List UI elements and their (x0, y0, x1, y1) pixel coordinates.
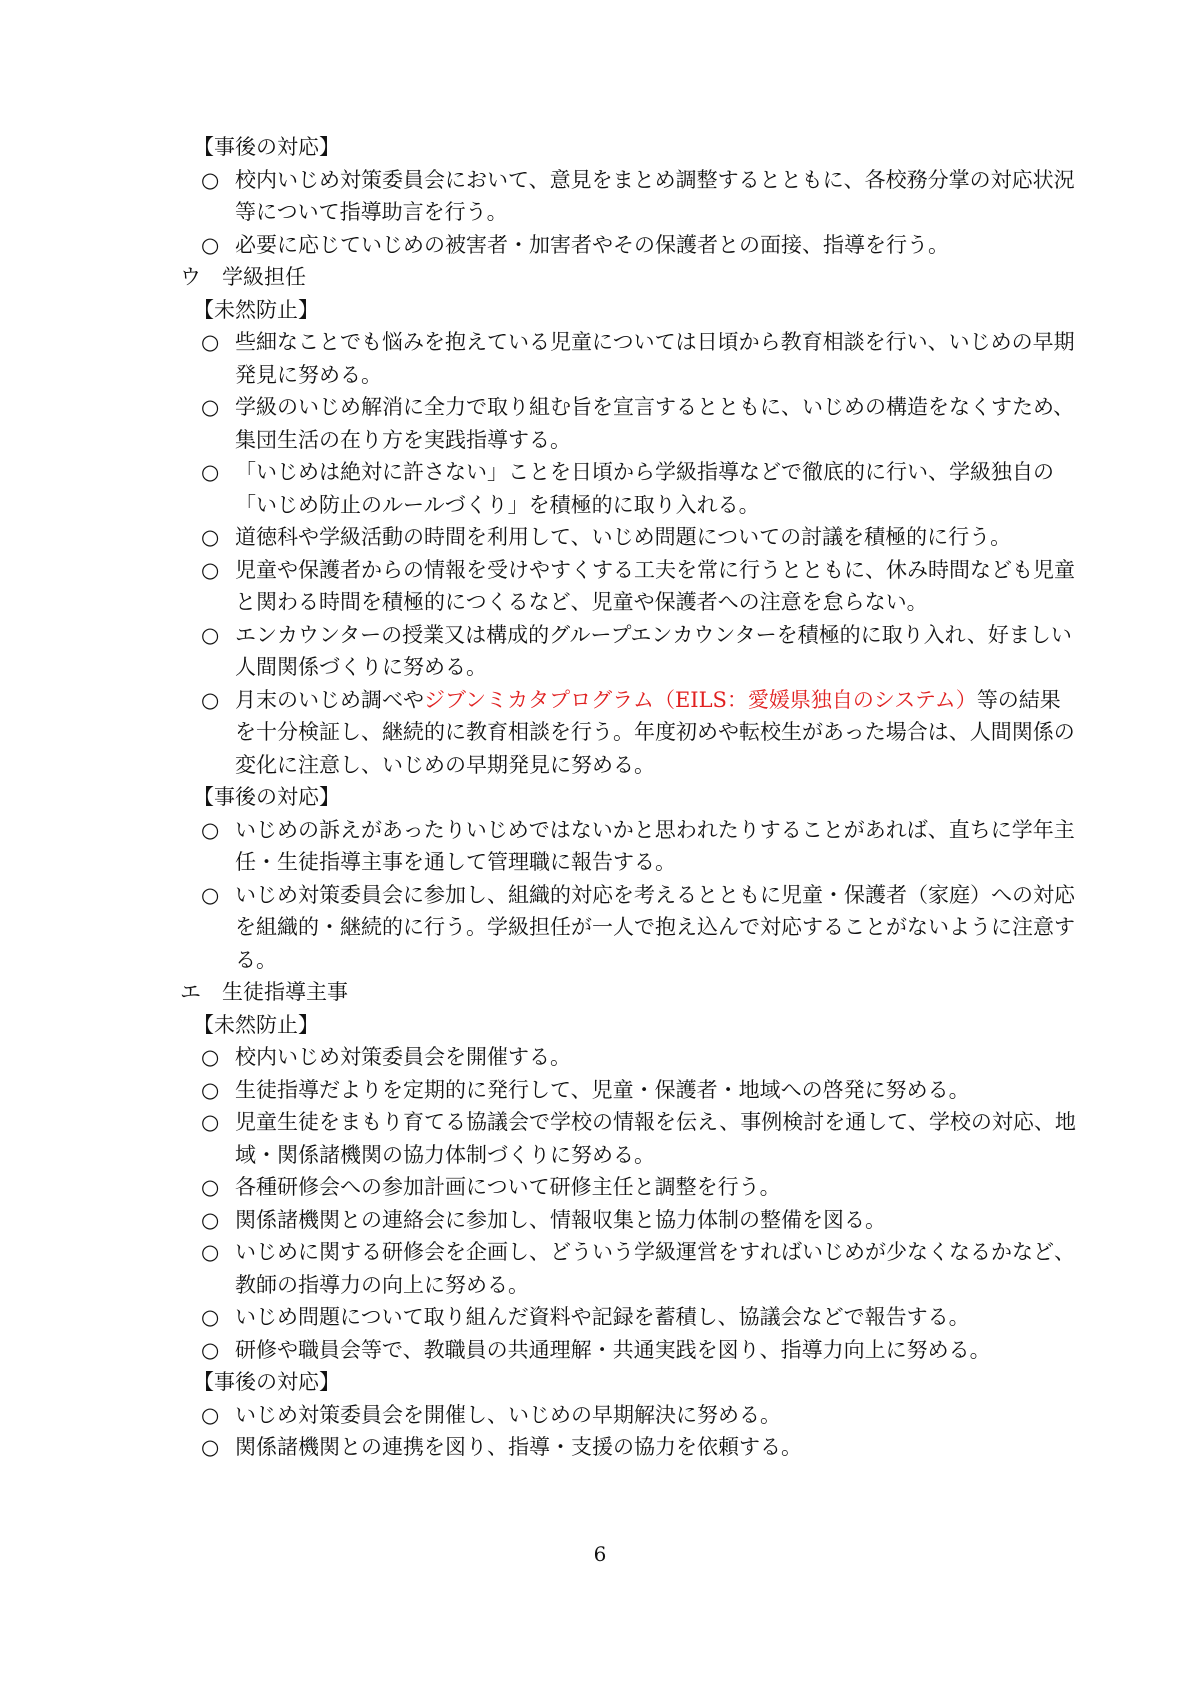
subhead-after-response: 【事後の対応】 (193, 135, 340, 159)
circle-bullet-icon: ○ (201, 232, 220, 257)
circle-bullet-icon: ○ (201, 525, 220, 549)
page-number: 6 (593, 1542, 607, 1566)
circle-bullet-icon: ○ (201, 1110, 220, 1134)
list-item: ○ いじめ対策委員会を開催し、いじめの早期解決に努める。 (194, 1399, 1078, 1432)
list-item: ○ 些細なことでも悩みを抱えている児童については日頃から教育相談を行い、いじめの早期発見に努める。 (194, 326, 1078, 391)
list-item: ○ 生徒指導だよりを定期的に発行して、児童・保護者・地域への啓発に努める。 (194, 1074, 1078, 1107)
circle-bullet-icon: ○ (201, 330, 220, 354)
list-item: ○ 児童生徒をまもり育てる協議会で学校の情報を伝え、事例検討を通して、学校の対応、地域・関係諸機関の協力体制づくりに努める。 (194, 1106, 1078, 1171)
list-item: ○ 研修や職員会等で、教職員の共通理解・共通実践を図り、指導力向上に努める。 (194, 1334, 1078, 1367)
subhead-prevention: 【未然防止】 (193, 297, 319, 322)
list-item: ○ 道徳科や学級活動の時間を利用して、いじめ問題についての討議を積極的に行う。 (194, 521, 1078, 554)
circle-bullet-icon: ○ (201, 1402, 220, 1427)
circle-bullet-icon: ○ (201, 395, 220, 419)
circle-bullet-icon: ○ (201, 1045, 220, 1069)
program-name-highlight: ジブンミカタプログラム（EILS：愛媛県独自のシステム） (424, 687, 977, 712)
list-item: ○ 学級のいじめ解消に全力で取り組む旨を宣言するとともに、いじめの構造をなくすため、集団生活の在り方を実践指導する。 (194, 391, 1078, 456)
list-item: ○ いじめの訴えがあったりいじめではないかと思われたりすることがあれば、直ちに学年主任・生徒指導主事を通して管理職に報告する。 (194, 814, 1078, 879)
list-item: ○ 校内いじめ対策委員会において、意見をまとめ調整するとともに、各校務分掌の対応状況等について指導助言を行う。 (194, 164, 1078, 229)
circle-bullet-icon: ○ (201, 460, 220, 484)
list-item: ○ いじめに関する研修会を企画し、どういう学級運営をすればいじめが少なくなるかなど、教師の指導力の向上に努める。 (194, 1236, 1078, 1301)
circle-bullet-icon: ○ (201, 1207, 220, 1232)
circle-bullet-icon: ○ (201, 1240, 220, 1264)
circle-bullet-icon: ○ (201, 1175, 220, 1199)
circle-bullet-icon: ○ (201, 1337, 220, 1362)
circle-bullet-icon: ○ (201, 167, 220, 192)
circle-bullet-icon: ○ (201, 817, 220, 842)
list-item-eils: ○ 月末のいじめ調べやジブンミカタプログラム（EILS：愛媛県独自のシステム）等の結果を十分検証し、継続的に教育相談を行う。年度初めや転校生があった場合は、人間関係の変化に注意し、いじめの早期発見に努める。 (194, 684, 1078, 782)
list-item: ○ 必要に応じていじめの被害者・加害者やその保護者との面接、指導を行う。 (194, 229, 1078, 262)
list-item: ○ 児童や保護者からの情報を受けやすくする工夫を常に行うとともに、休み時間なども児童と関わる時間を積極的につくるなど、児童や保護者への注意を怠らない。 (194, 554, 1078, 619)
circle-bullet-icon: ○ (201, 1077, 220, 1102)
list-item: ○ エンカウンターの授業又は構成的グループエンカウンターを積極的に取り入れ、好ましい人間関係づくりに努める。 (194, 619, 1078, 684)
subhead-prevention: 【未然防止】 (193, 1012, 319, 1037)
circle-bullet-icon: ○ (201, 1435, 220, 1459)
circle-bullet-icon: ○ (201, 622, 220, 647)
section-heading-student-guidance: エ 生徒指導主事 (180, 980, 348, 1004)
list-item: ○ 関係諸機関との連携を図り、指導・支援の協力を依頼する。 (194, 1431, 1078, 1464)
list-item: ○ 「いじめは絶対に許さない」ことを日頃から学級指導などで徹底的に行い、学級独自の「いじめ防止のルールづくり」を積極的に取り入れる。 (194, 456, 1078, 521)
subhead-after-response: 【事後の対応】 (193, 1370, 340, 1394)
circle-bullet-icon: ○ (201, 557, 220, 582)
circle-bullet-icon: ○ (201, 882, 220, 907)
list-item: ○ 校内いじめ対策委員会を開催する。 (194, 1041, 1078, 1074)
circle-bullet-icon: ○ (201, 687, 220, 712)
section-heading-class-teacher: ウ 学級担任 (180, 265, 306, 289)
list-item: ○ 関係諸機関との連絡会に参加し、情報収集と協力体制の整備を図る。 (194, 1204, 1078, 1237)
list-item: ○ いじめ対策委員会に参加し、組織的対応を考えるとともに児童・保護者（家庭）への対応を組織的・継続的に行う。学級担任が一人で抱え込んで対応することがないように注意する。 (194, 879, 1078, 977)
subhead-after-response: 【事後の対応】 (193, 785, 340, 809)
list-item: ○ いじめ問題について取り組んだ資料や記録を蓄積し、協議会などで報告する。 (194, 1301, 1078, 1334)
page-content (178, 131, 1078, 1464)
circle-bullet-icon: ○ (201, 1305, 220, 1329)
list-item: ○ 各種研修会への参加計画について研修主任と調整を行う。 (194, 1171, 1078, 1204)
